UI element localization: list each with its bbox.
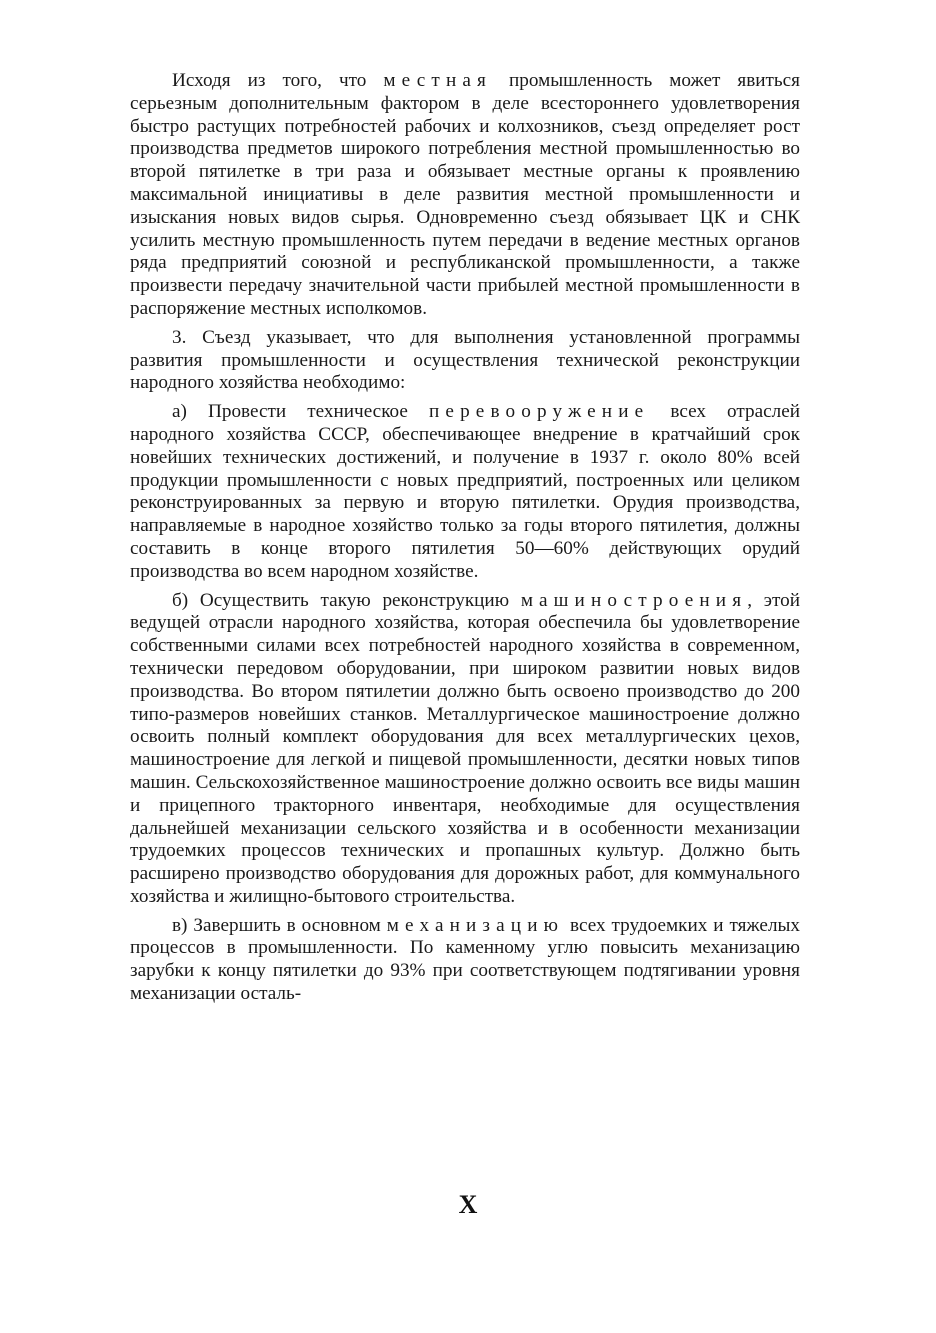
paragraph-text-rest: промышленность может явиться серьезным дополнительным фактором в деле всестороннего удовлетворения быстро растущих потребностей рабочих и колхозников, съезд определяет рост производства предметов широкого потребления местной промышленностью во второй пятилетке в три раза и обязывает местные органы к проявлению максимальной инициативы в деле развития местной промышленности и изыскания новых видов сырья. Одновременно съезд обязывает ЦК и СНК усилить местную промышленность путем передачи в ведение местных органов ряда предприятий союзной и республиканской промышленности, а также произвести передачу значительной части прибылей местной промышленности в распоряжение местных исполкомов. bbox=[130, 70, 801, 319]
emphasized-word: машиностроения bbox=[520, 589, 748, 611]
emphasized-word: перевооружение bbox=[429, 401, 650, 423]
paragraph-text-rest: , этой ведущей отрасли народного хозяйства, которая обеспечила бы удовлетворение собственными силами всех потребностей народного хозяйства в современном, технически передовом оборудовании, при широком развитии новых видов производства. Во втором пятилетии должно быть освоено производство до 200 типо-размеров новейших станков. Металлургическое машиностроение должно освоить полный комплект оборудования для всех металлургических цехов, машиностроение для легкой и пищевой промышленности, десятки новых типов машин. Сельскохозяйственное машиностроение должно освоить все виды машин и прицепного тракторного инвентаря, необходимые для осуществления дальнейшей механизации сельского хозяйства и в особенности механизации трудоемких процессов технических и пропашных культур. Должно быть расширено производство оборудования для дорожных работ, для коммунального хозяйства и жилищно-бытового строительства. bbox=[130, 589, 800, 907]
paragraph-text-start: Исходя из того, что bbox=[172, 70, 384, 91]
emphasized-word: местная bbox=[383, 70, 492, 91]
emphasized-word: механизацию bbox=[386, 914, 565, 936]
paragraph-item-a bbox=[130, 401, 800, 583]
document-body bbox=[130, 70, 800, 1006]
page-number: X bbox=[458, 1190, 478, 1219]
paragraph-text-start: б) Осуществить такую реконструкцию bbox=[172, 589, 521, 611]
paragraph-text-rest: всех отраслей народного хозяйства СССР, обеспечивающее внедрение в кратчайший срок новейших технических достижений, и получение в 1937 г. около 80% всей продукции промышленности с новых предприятий, построенных или целиком реконструированных за первую и вторую пятилетки. Орудия производства, направляемые в народное хозяйство только за годы второго пятилетия, должны составить в конце второго пятилетия 50—60% действующих орудий производства во всем народном хозяйстве. bbox=[130, 401, 800, 582]
paragraph-text-start: в) Завершить в основном bbox=[172, 914, 387, 936]
paragraph-item-b bbox=[130, 590, 800, 909]
paragraph-text-start: 3. Съезд указывает, что для выполнения установленной программы развития промышленности и осуществления технической реконструкции народного хозяйства необходимо: bbox=[130, 326, 800, 394]
paragraph-text-start: а) Провести техническое bbox=[172, 401, 429, 423]
paragraph-item-v bbox=[130, 915, 800, 1006]
paragraph-text-rest: всех трудоемких и тяжелых процессов в промышленности. По каменному углю повысить механизацию зарубки к концу пятилетки до 93% при соответствующем подтягивании уровня механизации осталь- bbox=[130, 914, 800, 1005]
paragraph-point-3 bbox=[130, 327, 800, 395]
paragraph-local-industry bbox=[130, 70, 800, 321]
